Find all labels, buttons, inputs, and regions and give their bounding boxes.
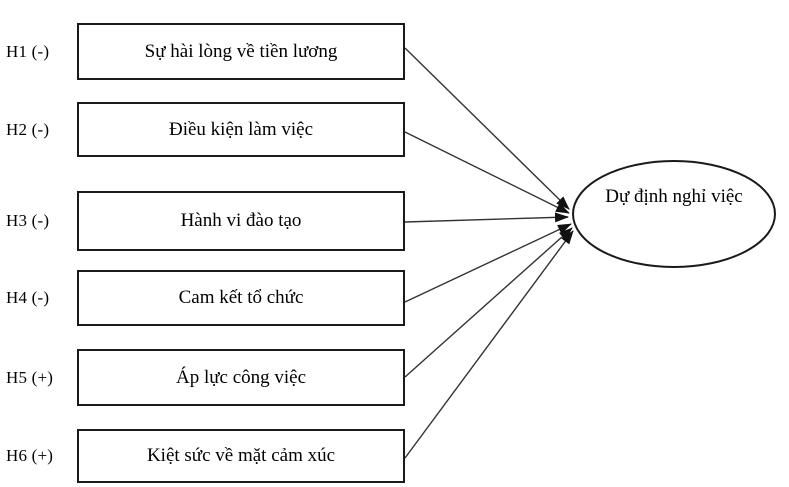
- hypothesis-label-h5: H5 (+): [6, 367, 54, 387]
- factor-box-work-pressure: Áp lực công việc: [77, 349, 405, 406]
- hypothesis-label-h3: H3 (-): [6, 211, 50, 230]
- hypothesis-label-h1: H1 (-): [6, 41, 50, 61]
- arrow-h3: [405, 217, 568, 222]
- hypothesis-label-h6: H6 (+): [6, 446, 54, 465]
- outcome-label: Dự định nghỉ việc: [605, 186, 743, 207]
- factor-box-organizational-commitment: Cam kết tổ chức: [77, 270, 405, 326]
- arrow-h5: [405, 228, 572, 377]
- factor-box-pay-satisfaction: Sự hài lòng về tiền lương: [77, 23, 405, 80]
- factor-box-emotional-exhaustion: Kiệt sức về mặt cảm xúc: [77, 429, 405, 483]
- factor-box-working-conditions: Điều kiện làm việc: [77, 102, 405, 157]
- arrow-h1: [405, 48, 569, 209]
- arrow-h4: [405, 224, 571, 302]
- hypothesis-label-h4: H4 (-): [6, 288, 50, 307]
- arrow-h6: [405, 231, 573, 458]
- outcome-ellipse: [573, 161, 775, 267]
- arrow-h2: [405, 132, 569, 213]
- factor-box-training-behavior: Hành vi đào tạo: [77, 191, 405, 251]
- hypothesis-label-h2: H2 (-): [6, 119, 50, 139]
